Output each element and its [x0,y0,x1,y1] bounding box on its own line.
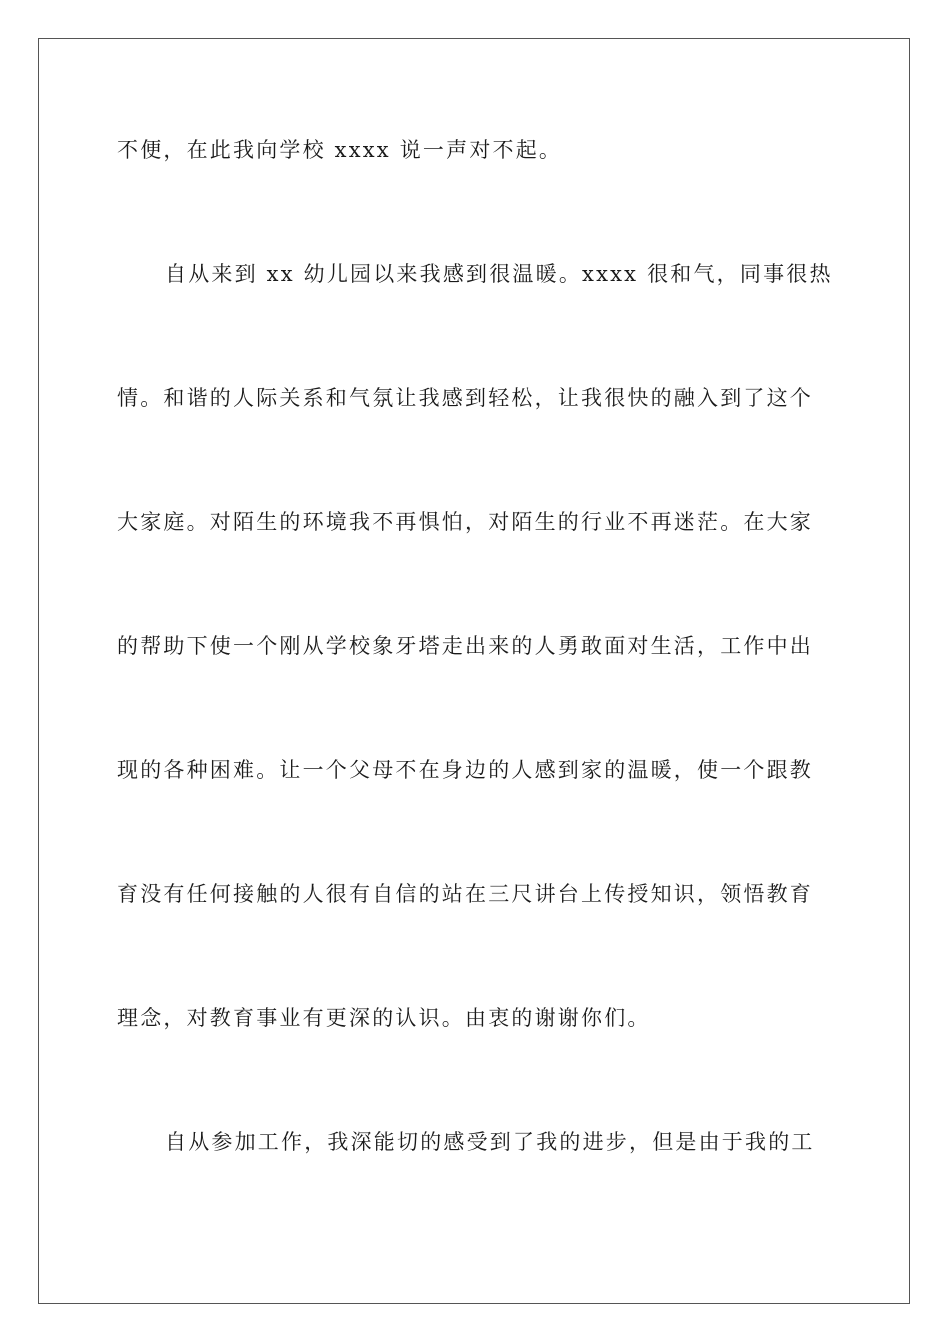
text-line: 自从参加工作，我深能切的感受到了我的进步，但是由于我的工 [165,1130,815,1154]
text-line: 育没有任何接触的人很有自信的站在三尺讲台上传授知识，领悟教育 [117,882,813,906]
text-line: 现的各种困难。让一个父母不在身边的人感到家的温暖，使一个跟教 [117,758,813,782]
text-line: 自从来到 xx 幼儿园以来我感到很温暖。xxxx 很和气，同事很热 [165,262,833,286]
text-line: 情。和谐的人际关系和气氛让我感到轻松，让我很快的融入到了这个 [117,386,813,410]
text-line: 大家庭。对陌生的环境我不再惧怕，对陌生的行业不再迷茫。在大家 [117,510,813,534]
text-line: 的帮助下使一个刚从学校象牙塔走出来的人勇敢面对生活，工作中出 [117,634,813,658]
text-line: 不便，在此我向学校 xxxx 说一声对不起。 [117,138,563,162]
page-border [38,38,910,1304]
text-line: 理念，对教育事业有更深的认识。由衷的谢谢你们。 [117,1006,651,1030]
